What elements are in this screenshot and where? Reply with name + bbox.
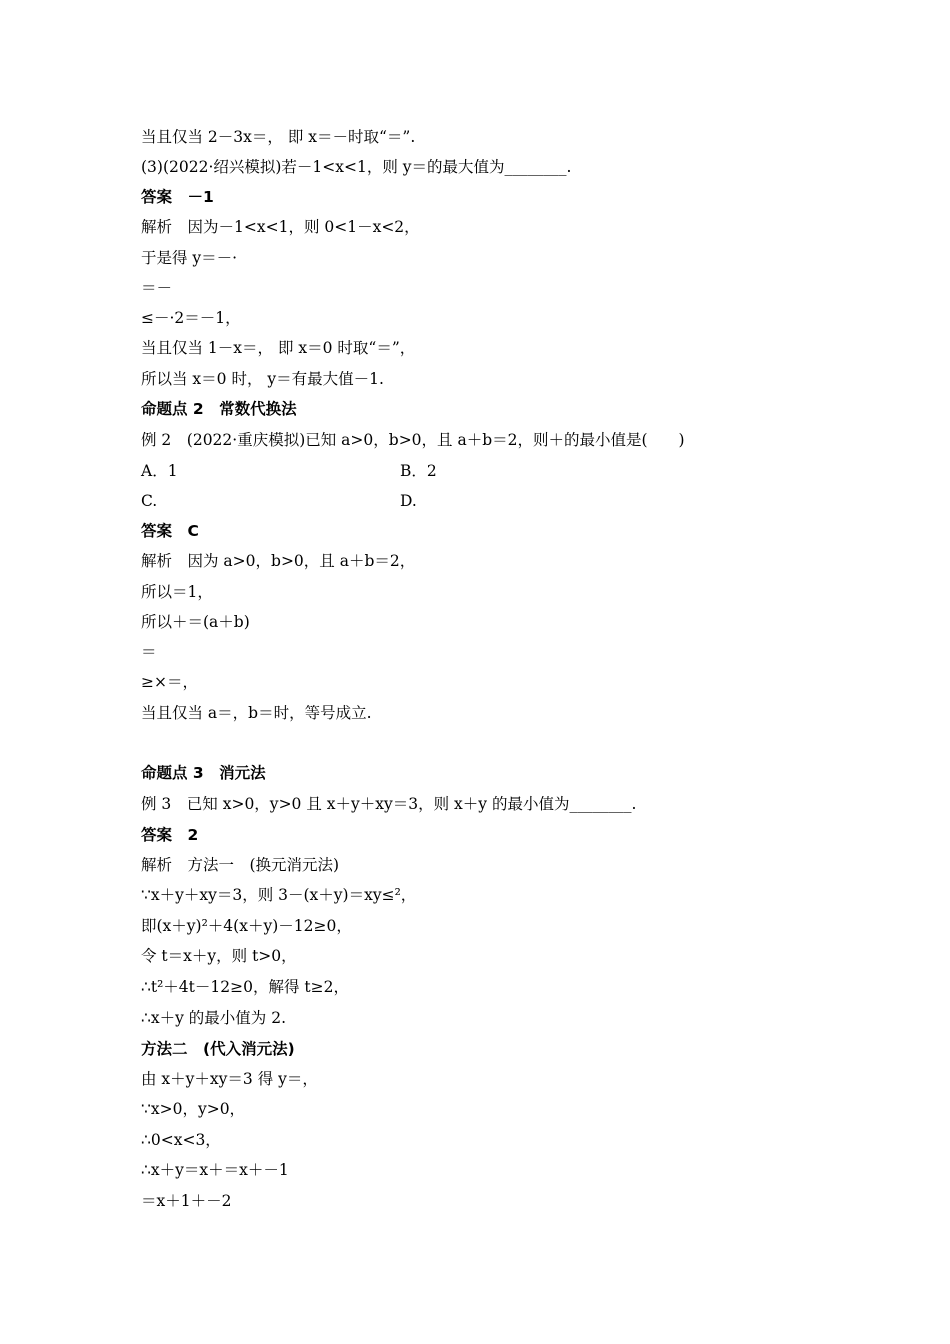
text-line: ≥×＝， (141, 673, 198, 691)
text-line: 所以＝1， (141, 583, 213, 601)
text-line: ∴t²＋4t－12≥0，解得 t≥2， (141, 978, 349, 996)
text-line: ∴0<x<3， (141, 1131, 221, 1149)
analysis-line: 解析 因为 a>0，b>0，且 a＋b＝2， (141, 552, 416, 570)
text-line: 所以＋＝(a＋b) (141, 613, 250, 631)
option-a: A．1 (141, 462, 178, 480)
answer-line: 答案 2 (141, 826, 199, 844)
option-c: C. (141, 492, 158, 510)
text-line: 由 x＋y＋xy＝3 得 y＝， (141, 1070, 318, 1088)
text-line: 当且仅当 a＝，b＝时，等号成立. (141, 704, 372, 722)
text-line: ∴x＋y 的最小值为 2. (141, 1009, 287, 1027)
answer-line: 答案 C (141, 522, 199, 540)
analysis-line: 解析 方法一 (换元消元法) (141, 856, 340, 874)
text-line: 即(x＋y)²＋4(x＋y)－12≥0， (141, 917, 352, 935)
text-line: ＝－ (141, 279, 173, 297)
option-d: D. (400, 492, 417, 510)
answer-line: 答案 －1 (141, 188, 214, 206)
text-line: ＝ (141, 643, 157, 661)
method-heading: 方法二 (代入消元法) (141, 1040, 295, 1058)
option-b: B．2 (400, 462, 437, 480)
text-line: ＝x＋1＋－2 (141, 1192, 232, 1210)
section-heading: 命题点 3 消元法 (141, 764, 266, 782)
text-line: 令 t＝x＋y，则 t>0， (141, 947, 297, 965)
text-line: ≤－·2＝－1， (141, 309, 241, 327)
analysis-line: 解析 因为－1<x<1，则 0<1－x<2， (141, 218, 420, 236)
example-3: 例 3 已知 x>0，y>0 且 x＋y＋xy＝3，则 x＋y 的最小值为________. (141, 795, 637, 813)
text-line: 当且仅当 1－x＝， 即 x＝0 时取“＝”， (141, 339, 416, 357)
text-line: 所以当 x＝0 时， y＝有最大值－1. (141, 370, 384, 388)
text-line: ∵x＋y＋xy＝3，则 3－(x＋y)＝xy≤²， (141, 886, 417, 904)
text-line: 当且仅当 2－3x＝， 即 x＝－时取“＝”. (141, 128, 416, 146)
section-heading: 命题点 2 常数代换法 (141, 400, 297, 418)
problem-3: (3)(2022·绍兴模拟)若－1<x<1，则 y＝的最大值为________. (141, 158, 572, 176)
text-line: 于是得 y＝－· (141, 249, 238, 267)
text-line: ∴x＋y＝x＋＝x＋－1 (141, 1161, 289, 1179)
example-2: 例 2 (2022·重庆模拟)已知 a>0，b>0，且 a＋b＝2，则＋的最小值是( ) (141, 431, 685, 449)
text-line: ∵x>0，y>0， (141, 1100, 246, 1118)
